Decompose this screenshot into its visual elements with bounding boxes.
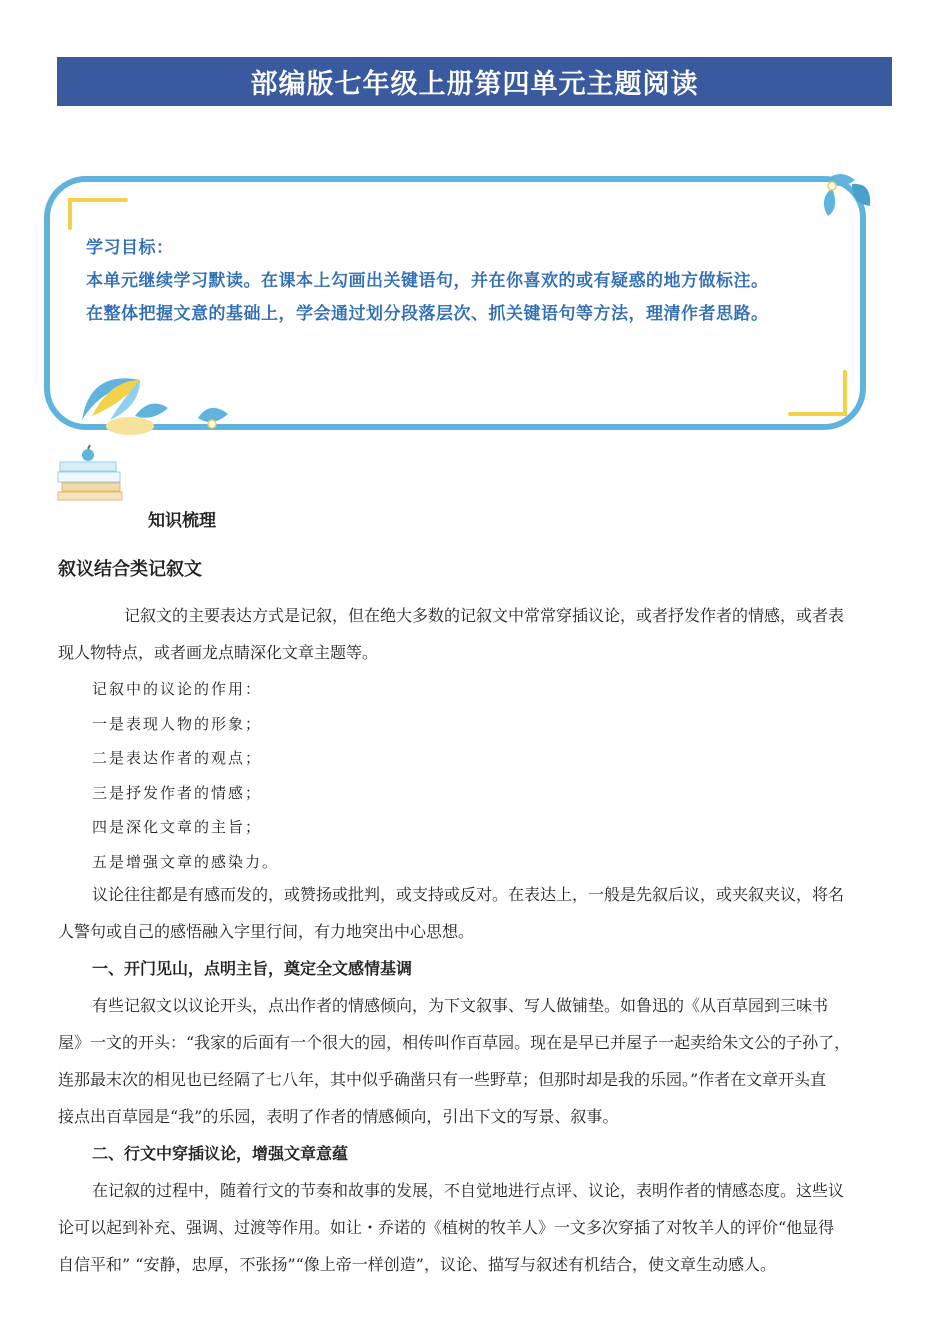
paragraph-line: 自信平和” “安静，忠厚，不张扬”“像上帝一样创造”，议论、描写与叙述有机结合，使文章生动感人。 <box>58 1255 776 1274</box>
list-item: 二是表达作者的观点； <box>92 749 263 767</box>
paragraph-line: 论可以起到补充、强调、过渡等作用。如让・乔诺的《植树的牧羊人》一文多次穿插了对牧羊人的评价“他显得 <box>58 1218 835 1237</box>
intro-line-2: 现人物特点，或者画龙点睛深化文章主题等。 <box>58 643 379 662</box>
list-item: 记叙中的议论的作用： <box>92 680 263 698</box>
list-item: 五是增强文章的感染力。 <box>92 852 280 871</box>
heading-1: 一、开门见山，点明主旨，奠定全文感情基调 <box>92 959 413 978</box>
paragraph-line: 连那最末次的相见也已经隔了七八年，其中似乎确凿只有一些野草；但那时却是我的乐园。”作者在文章开头直 <box>58 1070 827 1089</box>
heading-2: 二、行文中穿插议论，增强文章意蕴 <box>92 1144 349 1163</box>
intro-paragraph <box>58 597 893 671</box>
paragraph-line: 议论往往都是有感而发的，或赞扬或批判，或支持或反对。在表达上，一般是先叙后议，或夹叙夹议，将名 <box>92 885 845 904</box>
umbrella-icon <box>82 378 228 435</box>
list-item: 三是抒发作者的情感； <box>92 783 263 802</box>
body-text <box>58 876 893 1283</box>
goals-line-2: 在整体把握文意的基础上，学会通过划分段落层次、抓关键语句等方法，理清作者思路。 <box>86 304 769 324</box>
paragraph-line: 接点出百草园是“我”的乐园，表明了作者的情感倾向，引出下文的写景、叙事。 <box>58 1107 619 1126</box>
list-item: 四是深化文章的主旨； <box>92 818 263 836</box>
learning-goals <box>86 232 876 331</box>
paragraph-line: 在记叙的过程中，随着行文的节奏和故事的发展，不自觉地进行点评、议论，表明作者的情感态度。这些议 <box>92 1181 845 1200</box>
paragraph-line: 有些记叙文以议论开头，点出作者的情感倾向，为下文叙事、写人做铺垫。如鲁迅的《从百草园到三味书 <box>92 996 829 1015</box>
leaf-icon <box>824 174 870 216</box>
list-item: 一是表现人物的形象； <box>92 714 263 733</box>
paragraph-line: 屋》一文的开头：“我家的后面有一个很大的园，相传叫作百草园。现在是早已并屋子一起卖给朱文公的子孙了， <box>58 1033 851 1052</box>
books-icon <box>56 444 128 502</box>
section-subtitle: 叙议结合类记叙文 <box>58 559 202 580</box>
goals-line-1: 本单元继续学习默读。在课本上勾画出关键语句，并在你喜欢的或有疑惑的地方做标注。 <box>86 271 769 291</box>
intro-line-1: 记叙文的主要表达方式是记叙，但在绝大多数的记叙文中常常穿插议论，或者抒发作者的情感，或者表 <box>124 606 845 625</box>
function-list <box>58 672 927 879</box>
goals-heading: 学习目标： <box>86 238 174 258</box>
section-title: 知识梳理 <box>148 511 216 531</box>
paragraph-line: 人警句或自己的感悟融入字里行间，有力地突出中心思想。 <box>58 922 475 941</box>
page-title: 部编版七年级上册第四单元主题阅读 <box>57 57 892 106</box>
